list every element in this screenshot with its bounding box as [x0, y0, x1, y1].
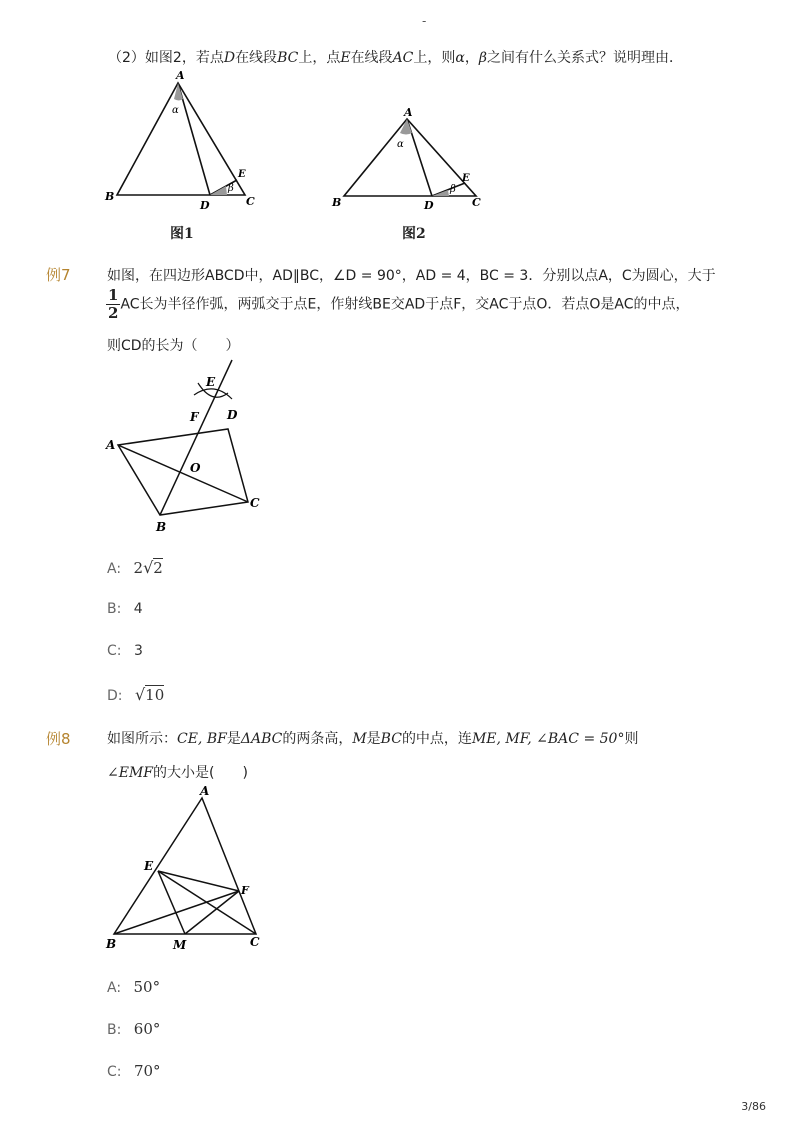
option-value: 4 [133, 601, 143, 617]
page-number: 3/86 [741, 1100, 766, 1113]
sqrt-icon: √ [143, 558, 154, 577]
fig2-angle-beta-mark [432, 190, 449, 196]
fig2-label-alpha: α [397, 139, 404, 150]
option-value: 2√2 [133, 558, 163, 577]
fig1-label-d: D [200, 199, 210, 212]
option-letter: B: [107, 601, 122, 617]
example8-option-a[interactable] [107, 978, 160, 996]
example8-figure [100, 783, 270, 953]
part2-text-5: 上，则 [413, 50, 456, 66]
example8-line2: ∠EMF的大小是( ) [107, 765, 248, 781]
fig1-label-b: B [105, 190, 115, 203]
option-value: √10 [134, 685, 165, 704]
option-letter: A: [107, 980, 122, 996]
part2-text-7: 之间有什么关系式？说明理由． [486, 50, 683, 66]
part2-beta: β [478, 50, 487, 66]
fig1-segment-ad [178, 83, 210, 195]
option-value: 50° [133, 978, 161, 996]
ex8-label-c: C [250, 935, 260, 949]
fig1-label-e: E [238, 169, 246, 180]
fig1-label-a: A [176, 69, 185, 82]
ex8-segment-mf [185, 891, 239, 934]
ex7-label-a: A [106, 438, 116, 452]
example7-option-b[interactable] [107, 601, 143, 617]
ex8-label-m: M [173, 938, 187, 952]
example7-line2-wrap [106, 287, 690, 322]
fig2-label-beta: β [450, 184, 456, 195]
example7-fraction [106, 287, 120, 322]
ex8-triangle-abc [114, 798, 256, 934]
fig2-label-c: C [472, 196, 481, 209]
fig1-angle-alpha-mark [174, 83, 183, 101]
ex7-label-f: F [190, 410, 199, 424]
option-letter: A: [107, 561, 122, 577]
ex7-diagonal-ac [118, 445, 248, 502]
option-value: 3 [133, 643, 143, 659]
example8-line1: 如图所示：CE, BF是ΔABC的两条高，M是BC的中点，连ME, MF, ∠BAC = 50°则 [107, 731, 639, 747]
ex8-label-e: E [144, 859, 154, 873]
top-mark: - [422, 14, 427, 28]
option-letter: C: [107, 1064, 122, 1080]
ex8-label-f: F [241, 884, 249, 897]
example8-option-b[interactable] [107, 1020, 160, 1038]
example7-option-a[interactable] [107, 558, 163, 577]
example7-line1: 如图，在四边形ABCD中，AD∥BC，∠D = 90°，AD = 4，BC = 3．分别以点A，C为圆心，大于 [107, 268, 716, 284]
ex7-label-e: E [206, 375, 216, 389]
fig1-label-alpha: α [172, 105, 179, 116]
fig2-label-a: A [404, 106, 413, 119]
option-letter: D: [107, 688, 123, 704]
part2-point-d: D [223, 50, 236, 66]
part2-alpha: α [455, 50, 465, 66]
option-letter: C: [107, 643, 122, 659]
sqrt-icon: √ [134, 685, 146, 704]
part2-text-3: 上，点 [298, 50, 341, 66]
fig1-label-beta: β [228, 183, 234, 194]
fig1-caption: 图1 [170, 226, 194, 242]
example7-option-c[interactable] [107, 643, 143, 659]
example7-line2: AC长为半径作弧，两弧交于点E，作射线BE交AD于点F，交AC于点O．若点O是AC的中点， [120, 296, 690, 313]
ex7-quadrilateral-abcd [118, 429, 248, 515]
part2-text-1: （2）如图2，若点 [108, 50, 224, 66]
ex7-label-o: O [190, 461, 201, 475]
part2-segment-bc: BC [277, 50, 299, 66]
example8-option-c[interactable] [107, 1062, 161, 1080]
example7-option-d[interactable] [107, 685, 164, 704]
ex7-label-d: D [227, 408, 238, 422]
part2-question [108, 47, 683, 67]
option-value: 60° [133, 1020, 161, 1038]
fig2-label-d: D [424, 199, 434, 212]
example7-label: 例7 [46, 266, 71, 284]
ex8-label-b: B [106, 937, 117, 951]
figure-2 [328, 100, 488, 212]
option-letter: B: [107, 1022, 122, 1038]
ex8-label-a: A [200, 784, 210, 798]
option-value: 70° [133, 1062, 161, 1080]
ex7-label-c: C [250, 496, 260, 510]
part2-point-e: E [340, 50, 351, 66]
fig2-caption: 图2 [402, 226, 426, 242]
fig2-label-b: B [332, 196, 342, 209]
part2-segment-ac: AC [392, 50, 414, 66]
part2-text-6: ， [464, 50, 479, 66]
ex8-segment-ef [158, 871, 239, 891]
ex7-label-b: B [156, 520, 167, 534]
part2-text-2: 在线段 [235, 50, 278, 66]
figure-1 [100, 66, 270, 216]
example7-figure [100, 355, 270, 540]
example8-label: 例8 [46, 730, 71, 748]
part2-text-4: 在线段 [350, 50, 393, 66]
example7-frac-num: 1 [108, 286, 119, 304]
fig2-label-e: E [462, 173, 470, 184]
example7-frac-den: 2 [108, 304, 119, 322]
fig1-label-c: C [246, 195, 255, 208]
example7-line3: 则CD的长为（ ） [107, 338, 240, 354]
fig1-angle-beta-mark [210, 186, 227, 195]
